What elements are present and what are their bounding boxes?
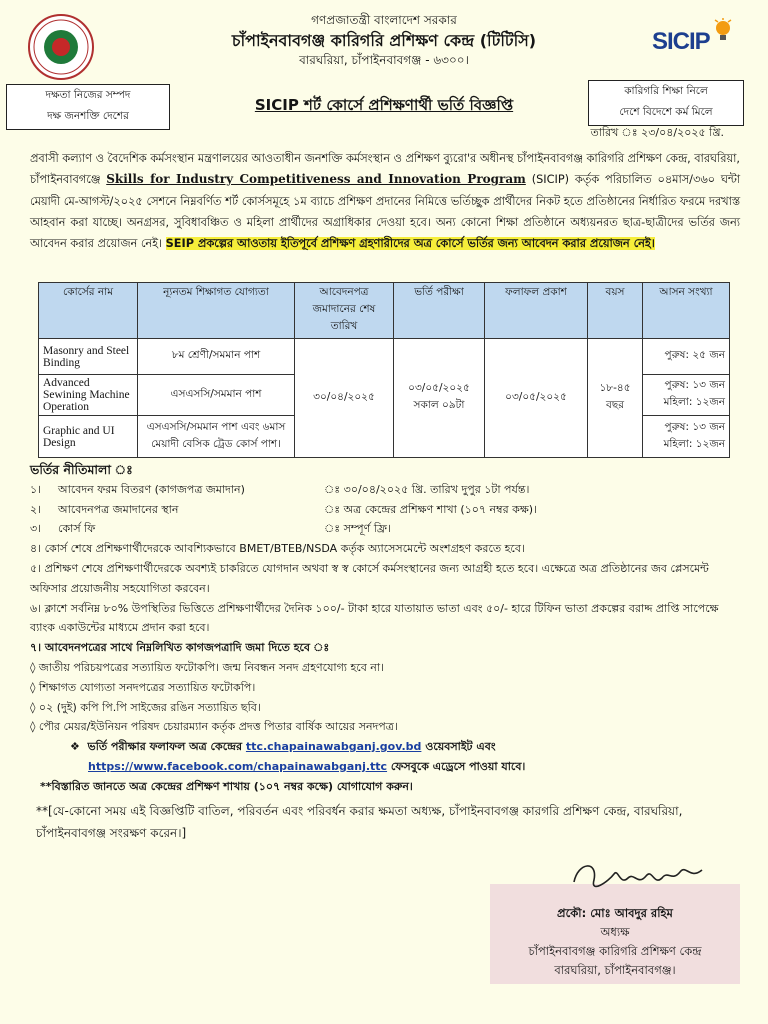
signatory-name: প্রকৌ: মোঃ আবদুর রহিম: [557, 906, 673, 920]
rule-item: [30, 480, 742, 500]
table-row: [39, 339, 730, 375]
rule-label: কোর্স ফি: [58, 522, 96, 536]
slogan-left-line: দক্ষতা নিজের সম্পদ: [45, 89, 131, 101]
website-link[interactable]: ttc.chapainawabganj.gov.bd: [245, 740, 422, 754]
course-name: Masonry and Steel Binding: [39, 339, 138, 375]
seats-cell: [643, 416, 730, 458]
th-qualification: ন্যূনতম শিক্ষাগত যোগ্যতা: [138, 283, 295, 339]
deadline-cell: ৩০/০৪/২০২৫: [295, 339, 394, 458]
result-mid-text: ওয়েবসাইট এবং: [425, 740, 496, 754]
seat-count: পুরুষ: ২৫ জন: [664, 349, 725, 361]
document-item: ◊ শিক্ষাগত যোগ্যতা সনদপত্রের সত্যায়িত ফটোকপি।: [30, 680, 256, 694]
qualification: এসএসসি/সমমান পাশ: [138, 375, 295, 416]
facebook-link[interactable]: https://www.facebook.com/chapainawabganj.ttc: [88, 759, 388, 773]
course-name: Graphic and UI Design: [39, 416, 138, 458]
slogan-left-line: দক্ষ জনশক্তি দেশের: [47, 110, 129, 122]
course-name: Advanced Sewining Machine Operation: [39, 375, 138, 416]
rule-value: ঃ সম্পূর্ণ ফ্রি।: [324, 522, 391, 536]
result-notice: [30, 737, 742, 757]
facebook-line: [30, 757, 742, 777]
notice-date: তারিখ ঃ ২৩/০৪/২০২৫ খ্রি.: [590, 126, 724, 139]
rule-assessment: ৪। কোর্স শেষে প্রশিক্ষণার্থীদেরকে আবশ্যিকভাবে BMET/BTEB/NSDA কর্তৃক অ্যাসেসমেন্টে অংশগ্রহণ করতে হবে।: [30, 542, 525, 556]
th-exam: ভর্তি পরীক্ষা: [394, 283, 485, 339]
age-unit: বছর: [606, 399, 624, 411]
signature-icon: [568, 852, 708, 902]
table-header-row: [39, 283, 730, 339]
th-course: কোর্সের নাম: [39, 283, 138, 339]
document-item: ◊ পৌর মেয়র/ইউনিয়ন পরিষদ চেয়ারম্যান কর্তৃক প্রদত্ত পিতার বার্ষিক আয়ের সনদপত্র।: [30, 720, 398, 734]
header-org-name: চাঁপাইনবাবগঞ্জ কারিগরি প্রশিক্ষণ কেন্দ্র (টিটিসি): [231, 31, 537, 50]
bulb-icon: [714, 18, 732, 44]
rule-item: [30, 519, 742, 539]
signatory-info: [486, 904, 744, 980]
seat-count: পুরুষ: ১৩ জন: [664, 379, 725, 391]
exam-date: ০৩/০৫/২০২৫: [408, 382, 470, 394]
body-main: (SICIP) কর্তৃক পরিচালিত ০৪মাস/৩৬০ ঘন্টা মেয়াদী মে-আগস্ট/২০২৫ সেশনে নিম্নবর্ণিত শর্ট কোর্সসমূহে ১ম ব্যাচে প্রশিক্ষণ প্রদানের নিমিত্তে ভর্তিচ্ছুক প্রার্থীদের নিকট হতে প্রতিষ্ঠানের নির্ধারিত ফরমে দরখাস্ত আহবান করা যাচ্ছে। অনগ্রসর, সুবিধাবঞ্চিত ও মহিলা প্রার্থীদের অগ্রাধিকার দেওয়া হবে। অন্য কোনো শিক্ষা প্রতিষ্ঠানে অধ্যয়নরত ছাত্র-ছাত্রীদের ভর্তির জন্য আবেদন করার প্রয়োজন নেই।: [30, 173, 741, 251]
slogan-right-line: দেশে বিদেশে কর্ম মিলে: [619, 106, 713, 118]
seat-count: মহিলা: ১২জন: [663, 396, 725, 408]
rule-value: ঃ ৩০/০৪/২০২৫ খ্রি. তারিখ দুপুর ১টা পর্যন্ত।: [324, 482, 530, 496]
qualification: ৮ম শ্রেণী/সমমান পাশ: [138, 339, 295, 375]
seat-count: পুরুষ: ১৩ জন: [664, 420, 725, 433]
rule-documents-heading: ৭। আবেদনপত্রের সাথে নিম্নলিখিত কাগজপত্রাদি জমা দিতে হবে ঃ: [30, 641, 330, 655]
diamond-bullet-icon: ❖: [70, 740, 84, 754]
signatory-title: অধ্যক্ষ: [600, 925, 630, 939]
sicip-logo-text: SICIP: [652, 28, 710, 55]
rule-allowance: ৬। ক্লাশে সর্বনিম্ন ৮০% উপস্থিতির ভিত্তিতে প্রশিক্ষণার্থীদের দৈনিক ১০০/- টাকা হারে যাতায়াত ভাতা এবং ৫০/- হারে টিফিন ভাতা প্রকল্পের বরাদ্দ প্রাপ্তি সাপেক্ষে ব্যাংক একাউন্টের মাধ্যমে প্রদান করা হবে।: [30, 601, 719, 635]
contact-note: **বিস্তারিত জানতে অত্র কেন্দ্রের প্রশিক্ষণ শাখায় (১০৭ নম্বর কক্ষে) যোগাযোগ করুন।: [40, 779, 413, 793]
notice-body: [30, 148, 740, 254]
rule-label: আবেদনপত্র জমাদানের স্থান: [58, 502, 179, 516]
sicip-logo: [652, 28, 732, 64]
th-seats: আসন সংখ্যা: [643, 283, 730, 339]
rules-heading: ভর্তির নীতিমালা ঃ: [30, 462, 133, 477]
disclaimer: **[যে-কোনো সময় এই বিজ্ঞপ্তিটি বাতিল, পরিবর্তন এবং পরিবর্ধন করার ক্ষমতা অধ্যক্ষ, চাঁপাইনবাবগঞ্জ কারগরি প্রশিক্ষণ কেন্দ্র, বারঘরিয়া, চাঁপাইনবাবগঞ্জ সংরক্ষণ করেন।]: [36, 804, 683, 840]
signatory-address: বারঘরিয়া, চাঁপাইনবাবগঞ্জ।: [554, 963, 676, 977]
course-table: [38, 282, 730, 458]
th-result: ফলাফল প্রকাশ: [485, 283, 588, 339]
rule-number: ২।: [30, 502, 42, 516]
rule-value: ঃ অত্র কেন্দ্রের প্রশিক্ষণ শাখা (১০৭ নম্বর কক্ষ)।: [324, 502, 537, 516]
program-name: Skills for Industry Competitiveness and Innovation Program: [106, 172, 526, 187]
rule-label: আবেদন ফরম বিতরণ (কাগজপত্র জমাদান): [58, 482, 245, 496]
seats-cell: [643, 375, 730, 416]
result-cell: ০৩/০৫/২০২৫: [485, 339, 588, 458]
result-pre-text: ভর্তি পরীক্ষার ফলাফল অত্র কেন্দ্রের: [87, 740, 243, 754]
seip-highlight: SEIP প্রকল্পের আওতায় ইতিপূর্বে প্রশিক্ষণ গ্রহণারীদের অত্র কোর্সে ভর্তির জন্য আবেদন করার প্রয়োজন নেই।: [165, 237, 655, 251]
result-post-text: ফেসবুকে এড্রেসে পাওয়া যাবে।: [390, 759, 526, 773]
th-deadline: আবেদনপত্র জমাদানের শেষ তারিখ: [295, 283, 394, 339]
document-item: ◊ জাতীয় পরিচয়পত্রের সত্যায়িত ফটোকপি। জন্ম নিবন্ধন সনদ গ্রহণযোগ্য হবে না।: [30, 660, 384, 674]
exam-cell: [394, 339, 485, 458]
rule-number: ১।: [30, 482, 42, 496]
age-cell: [588, 339, 643, 458]
body-intro: প্রবাসী কল্যাণ ও বৈদেশিক কর্মসংস্থান মন্ত্রণালয়ের আওতাধীন জনশক্তি কর্মসংস্থান ও প্রশিক্ষণ ব্যুরো'র অধীনস্থ চাঁপাইনবাবগঞ্জ কারিগরি প্রশিক্ষণ কেন্দ্র, বারঘরিয়া, চাঁপাইনবাবগঞ্জে: [30, 152, 740, 187]
age-range: ১৮-৪৫: [599, 382, 631, 394]
document-item: ◊ ০২ (দুই) কপি পি.পি সাইজের রঙিন সত্যায়িত ছবি।: [30, 700, 261, 714]
header-address: বারঘরিয়া, চাঁপাইনবাবগঞ্জ - ৬৩০০।: [299, 53, 469, 67]
admission-rules: [30, 460, 742, 797]
slogan-right-line: কারিগরি শিক্ষা নিলে: [624, 85, 708, 97]
seat-count: মহিলা: ১২জন: [663, 437, 725, 450]
exam-time: সকাল ০৯টা: [413, 399, 465, 411]
th-age: বয়স: [588, 283, 643, 339]
rule-item: [30, 500, 742, 520]
notice-title: SICIP শর্ট কোর্সে প্রশিক্ষণার্থী ভর্তি বিজ্ঞপ্তি: [254, 96, 514, 114]
signatory-org: চাঁপাইনবাবগঞ্জ কারিগরি প্রশিক্ষণ কেন্দ্র: [528, 944, 702, 958]
rule-number: ৩।: [30, 522, 42, 536]
rule-employment: ৫। প্রশিক্ষণ শেষে প্রশিক্ষণার্থীদেরকে অবশ্যই চাকরিতে যোগদান অথবা স্ব স্ব কোর্সে কর্মসংস্থানের জন্য আগ্রহী হতে হবে। এক্ষেত্রে অত্র প্রতিষ্ঠানের জব প্লেসমেন্ট অফিসার প্রয়োজনীয় সহযোগিতা করবেন।: [30, 561, 709, 595]
qualification: এসএসসি/সমমান পাশ এবং ৬মাস মেয়াদী বেসিক ট্রেড কোর্স পাশ।: [138, 416, 295, 458]
seats-cell: [643, 339, 730, 375]
header-gov-line: গণপ্রজাতন্ত্রী বাংলাদেশ সরকার: [311, 13, 457, 27]
